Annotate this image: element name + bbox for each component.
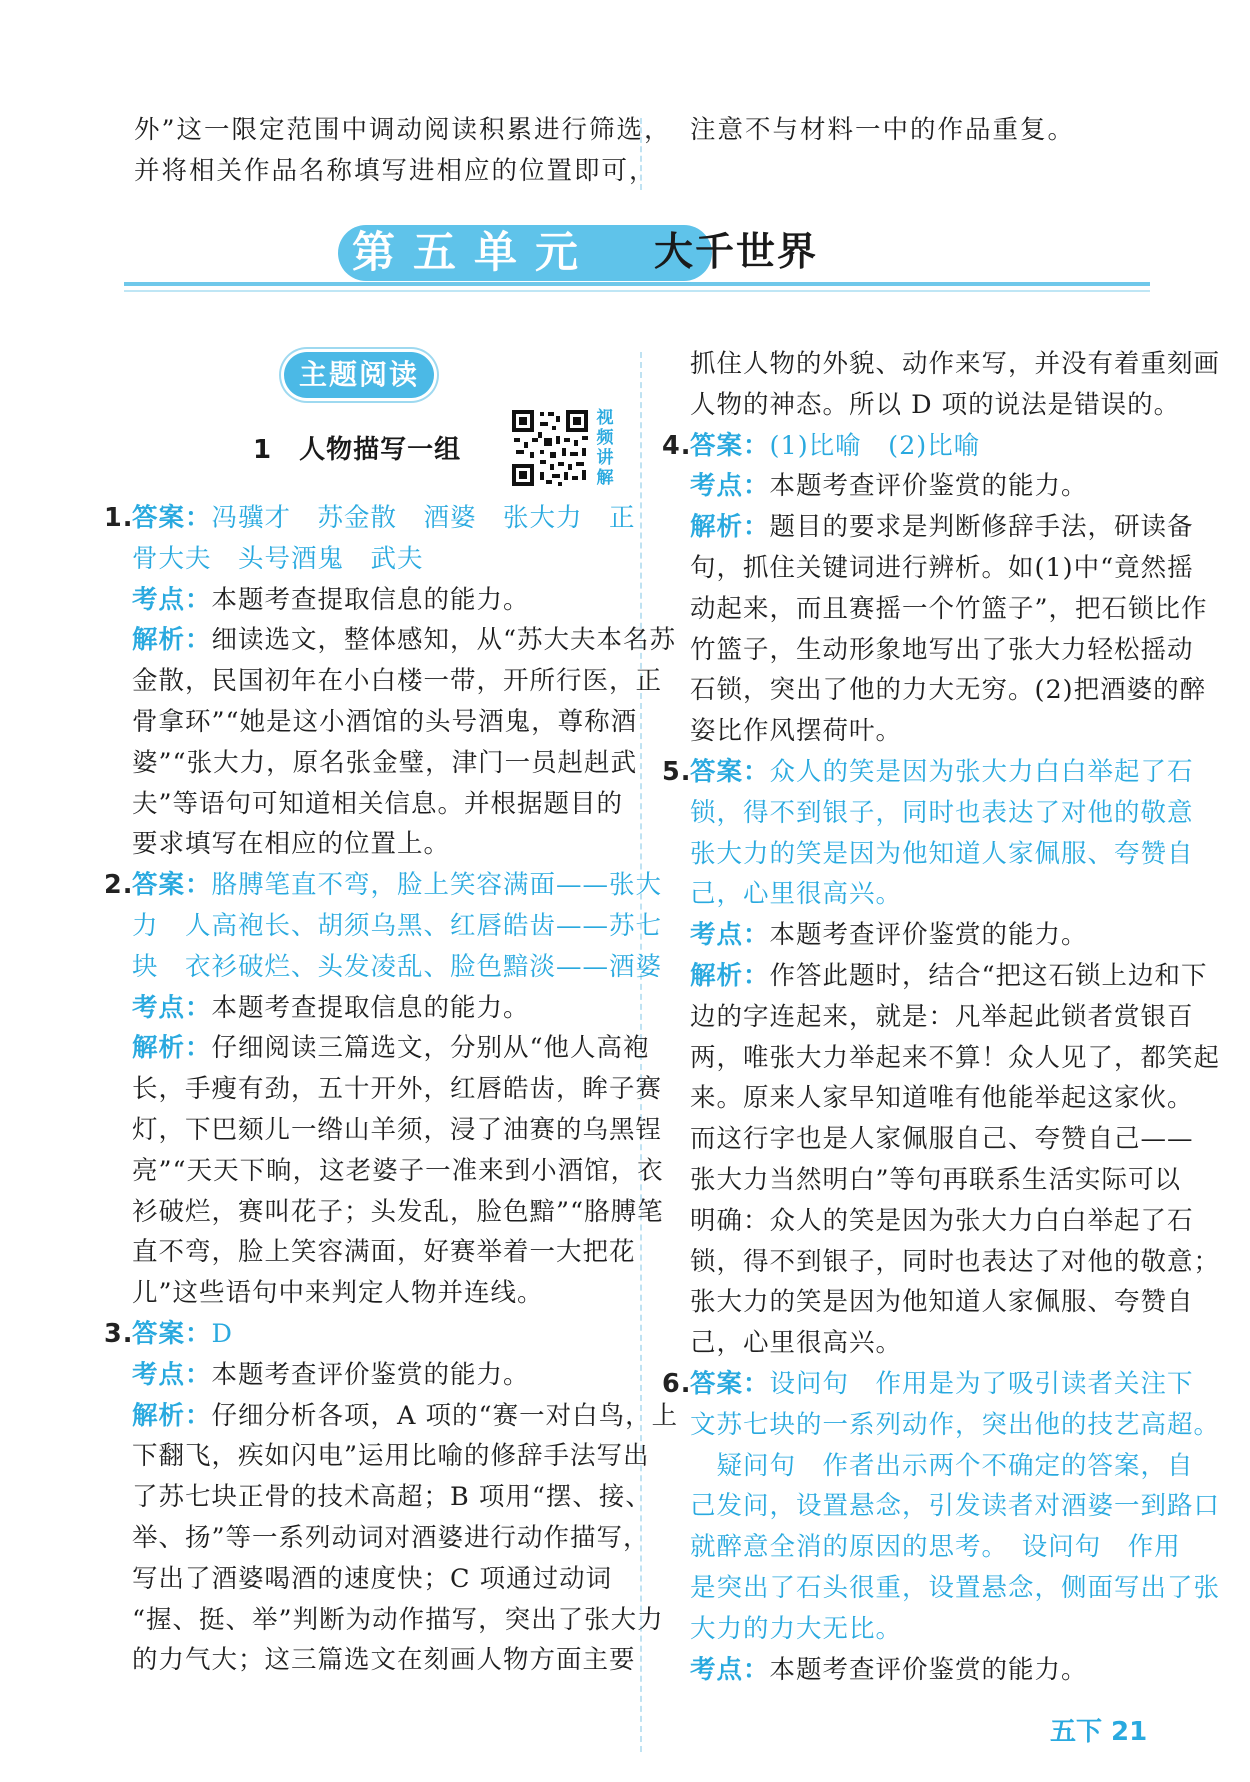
analysis-label: 解析： <box>690 512 770 543</box>
point-text: 本题考查评价鉴赏的能力。 <box>769 920 1088 951</box>
answer-text: 张大力的笑是因为他知道人家佩服、夸赞自 <box>690 838 1194 869</box>
q5-answer-line <box>662 752 1194 793</box>
answer-text: 大力的力大无比。 <box>690 1613 903 1644</box>
point-label: 考点： <box>132 584 212 615</box>
question-number: 5. <box>662 756 692 787</box>
analysis-text: 了苏七块正骨的技术高超；B 项用“摆、接、 <box>132 1482 652 1513</box>
analysis-text: 儿”这些语句中来判定人物并连线。 <box>132 1278 544 1309</box>
question-number: 4. <box>662 430 692 461</box>
column-divider <box>640 118 642 190</box>
q1-analysis-line <box>104 620 677 661</box>
answer-text: 锁，得不到银子，同时也表达了对他的敬意 <box>690 797 1194 828</box>
analysis-text: 金散，民国初年在小白楼一带，开所行医，正 <box>132 666 663 697</box>
q4-analysis-line <box>662 507 1194 548</box>
analysis-text: 举、扬”等一系列动词对酒婆进行动作描写， <box>132 1522 650 1553</box>
unit-title: 大千世界 <box>654 230 819 275</box>
analysis-text: 而这行字也是人家佩服自己、夸赞自己—— <box>690 1124 1194 1155</box>
analysis-text: 灯，下巴颏儿一绺山羊须，浸了油赛的乌黑锃 <box>132 1114 663 1145</box>
answer-text: 己，心里很高兴。 <box>690 879 903 910</box>
q3-point-line <box>104 1355 614 1396</box>
point-label: 考点： <box>690 1654 770 1685</box>
analysis-text: 下翻飞，疾如闪电”运用比喻的修辞手法写出 <box>132 1441 650 1472</box>
analysis-text: 仔细阅读三篇选文，分别从“他人高袍 <box>211 1033 650 1064</box>
q3-analysis-line <box>104 1396 679 1437</box>
q2-answer-line <box>104 865 663 906</box>
analysis-text: 句，抓住关键词进行辨析。如(1)中“竟然摇 <box>690 552 1194 583</box>
analysis-text: 姿比作风摆荷叶。 <box>690 716 903 747</box>
section-title: 1 人物描写一组 <box>253 435 462 465</box>
analysis-text: 锁，得不到银子，同时也表达了对他的敬意； <box>690 1246 1221 1277</box>
banner-rule <box>124 282 1150 286</box>
point-text: 本题考查评价鉴赏的能力。 <box>211 1359 530 1390</box>
answer-text: 骨大夫 头号酒鬼 武夫 <box>132 543 424 574</box>
analysis-text: 要求填写在相应的位置上。 <box>132 829 451 860</box>
analysis-text: 骨拿环”“她是这小酒馆的头号酒鬼，尊称酒 <box>132 706 638 737</box>
unit-banner <box>124 222 1150 292</box>
q2-point-line <box>104 988 614 1029</box>
analysis-text: 张大力当然明白”等句再联系生活实际可以 <box>690 1164 1182 1195</box>
point-label: 考点： <box>690 920 770 951</box>
analysis-text: 长，手瘦有劲，五十开外，红唇皓齿，眸子赛 <box>132 1074 663 1105</box>
top-right-continuation <box>690 110 1200 151</box>
question-number: 1. <box>104 503 134 533</box>
analysis-text: 写出了酒婆喝酒的速度快；C 项通过动词 <box>132 1563 613 1594</box>
analysis-text: 明确：众人的笑是因为张大力白白举起了石 <box>690 1205 1194 1236</box>
text-line: 注意不与材料一中的作品重复。 <box>690 115 1076 145</box>
text-line: 并将相关作品名称填写进相应的位置即可， <box>134 155 657 186</box>
analysis-text: 己，心里很高兴。 <box>690 1328 903 1359</box>
analysis-text: 的力气大；这三篇选文在刻画人物方面主要 <box>132 1645 636 1676</box>
answer-label: 答案： <box>132 870 212 901</box>
analysis-text: 直不弯，脸上笑容满面，好赛举着一大把花 <box>132 1237 636 1268</box>
analysis-label: 解析： <box>690 960 770 991</box>
analysis-text: 作答此题时，结合“把这石锁上边和下 <box>769 960 1208 991</box>
point-text: 本题考查评价鉴赏的能力。 <box>769 1654 1088 1685</box>
answer-label: 答案： <box>690 1368 770 1399</box>
point-label: 考点： <box>132 992 212 1023</box>
answer-text: 己发问，设置悬念，引发读者对酒婆一到路口 <box>690 1491 1221 1522</box>
analysis-text: 人物的神态。所以 D 项的说法是错误的。 <box>690 389 1181 420</box>
text-line: 外”这一限定范围中调动阅读积累进行筛选， <box>134 115 672 145</box>
answer-text: 设问句 作用是为了吸引读者关注下 <box>769 1368 1194 1399</box>
answer-text: 冯骥才 苏金散 酒婆 张大力 正 <box>211 503 636 533</box>
point-text: 本题考查评价鉴赏的能力。 <box>769 471 1088 502</box>
analysis-text: 题目的要求是判断修辞手法，研读备 <box>769 512 1194 543</box>
answer-label: 答案： <box>690 756 770 787</box>
analysis-text: 衫破烂，赛叫花子；头发乱，脸色黯”“胳膊笔 <box>132 1196 664 1227</box>
analysis-text: 夫”等语句可知道相关信息。并根据题目的 <box>132 788 624 819</box>
right-column <box>662 344 1221 1690</box>
answer-text: 文苏七块的一系列动作，突出他的技艺高超。 <box>690 1409 1221 1440</box>
answer-text: 众人的笑是因为张大力白白举起了石 <box>769 756 1194 787</box>
theme-reading-badge: 主题阅读 <box>284 352 434 398</box>
analysis-text: 仔细分析各项，A 项的“赛一对白鸟，上 <box>211 1400 679 1431</box>
answer-text: 就醉意全消的原因的思考。 设问句 作用 <box>690 1532 1181 1563</box>
analysis-label: 解析： <box>132 625 212 656</box>
left-column <box>104 498 679 1681</box>
analysis-text: “握、挺、举”判断为动作描写，突出了张大力 <box>132 1604 664 1635</box>
q6-point-line <box>662 1650 1172 1691</box>
point-label: 考点： <box>690 471 770 502</box>
question-number: 2. <box>104 870 134 901</box>
unit-label: 第五单元 <box>352 228 596 278</box>
answer-text: 块 衣衫破烂、头发凌乱、脸色黯淡——酒婆 <box>132 951 663 982</box>
question-number: 3. <box>104 1318 134 1349</box>
page-footer: 五下 21 <box>1050 1717 1148 1747</box>
q3-answer-line <box>104 1314 614 1355</box>
answer-text: D <box>211 1318 233 1349</box>
analysis-text: 边的字连起来，就是：凡举起此锁者赏银百 <box>690 1001 1194 1032</box>
q5-analysis-line <box>662 956 1208 997</box>
analysis-text: 亮”“天天下晌，这老婆子一准来到小酒馆，衣 <box>132 1155 664 1186</box>
analysis-label: 解析： <box>132 1400 212 1431</box>
analysis-label: 解析： <box>132 1033 212 1064</box>
answer-label: 答案： <box>132 1318 212 1349</box>
top-left-continuation <box>134 110 672 192</box>
video-explanation-label: 视频讲解 <box>596 408 614 488</box>
q2-analysis-line <box>104 1028 650 1069</box>
analysis-text: 细读选文，整体感知，从“苏大夫本名苏 <box>211 625 677 656</box>
answer-text: 胳膊笔直不弯，脸上笑容满面——张大 <box>211 870 663 901</box>
answer-text: 疑问句 作者出示两个不确定的答案，自 <box>690 1450 1194 1481</box>
q1-answer-line <box>104 498 636 539</box>
answer-text: (1)比喻 (2)比喻 <box>769 430 981 461</box>
answer-text: 是突出了石头很重，设置悬念，侧面写出了张 <box>690 1572 1221 1603</box>
banner-rule <box>124 290 1150 292</box>
qr-code-icon[interactable] <box>510 408 590 488</box>
analysis-text: 动起来，而且赛摇一个竹篮子”，把石锁比作 <box>690 593 1208 624</box>
point-label: 考点： <box>132 1359 212 1390</box>
question-number: 6. <box>662 1368 692 1399</box>
analysis-text: 抓住人物的外貌、动作来写，并没有着重刻画 <box>690 349 1221 379</box>
analysis-text: 来。原来人家早知道唯有他能举起这家伙。 <box>690 1083 1194 1114</box>
q1-point-line <box>104 580 614 621</box>
q5-point-line <box>662 915 1172 956</box>
point-text: 本题考查提取信息的能力。 <box>211 584 530 615</box>
analysis-text: 两，唯张大力举起来不算！众人见了，都笑起 <box>690 1042 1221 1073</box>
q6-answer-line <box>662 1364 1194 1405</box>
answer-label: 答案： <box>690 430 770 461</box>
analysis-text: 石锁，突出了他的力大无穷。(2)把酒婆的醉 <box>690 675 1207 706</box>
analysis-text: 婆”“张大力，原名张金璧，津门一员赳赳武 <box>132 747 638 778</box>
analysis-text: 竹篮子，生动形象地写出了张大力轻松摇动 <box>690 634 1194 665</box>
answer-text: 力 人高袍长、胡须乌黑、红唇皓齿——苏七 <box>132 910 663 941</box>
answer-label: 答案： <box>132 503 212 533</box>
analysis-text: 张大力的笑是因为他知道人家佩服、夸赞自 <box>690 1287 1194 1318</box>
q4-point-line <box>662 466 1172 507</box>
point-text: 本题考查提取信息的能力。 <box>211 992 530 1023</box>
q4-answer-line <box>662 426 1172 467</box>
